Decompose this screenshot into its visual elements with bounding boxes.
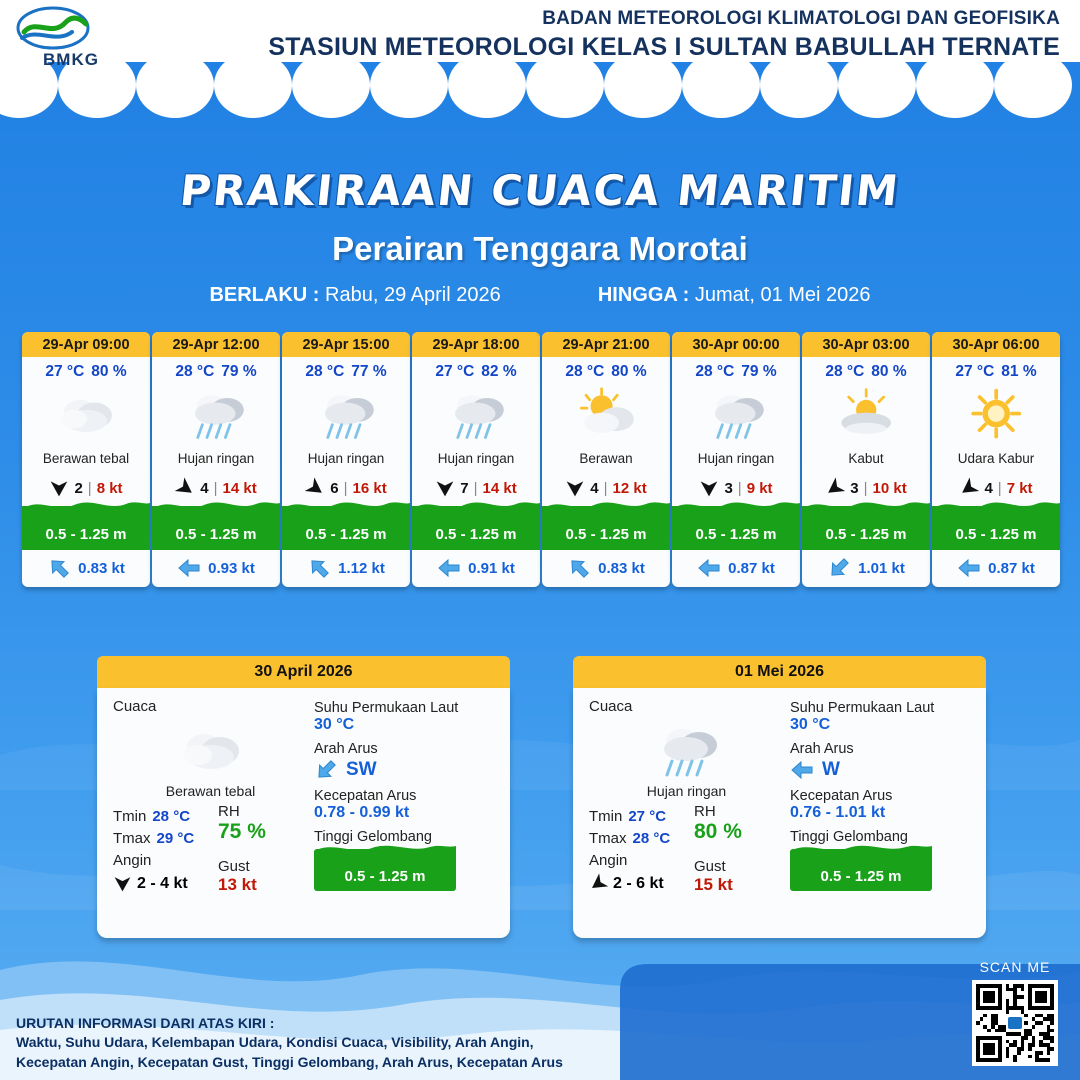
forecast-visibility: 7	[460, 479, 469, 497]
forecast-wave-height: 0.5 - 1.25 m	[955, 526, 1037, 543]
forecast-wind-speed: 9 kt	[746, 479, 773, 497]
forecast-time: 29-Apr 18:00	[412, 332, 540, 357]
arrow-down	[113, 874, 132, 893]
forecast-card	[932, 332, 1060, 587]
daily-tmax-label: Tmax	[589, 830, 627, 847]
daily-weather-icon	[589, 717, 784, 783]
forecast-card	[22, 332, 150, 587]
arrow-down-right	[310, 754, 343, 787]
forecast-card	[802, 332, 930, 587]
forecast-condition: Hujan ringan	[437, 451, 515, 466]
daily-rh-label: RH	[218, 803, 240, 820]
daily-gust-label: Gust	[694, 858, 726, 875]
arrow-down	[565, 478, 585, 498]
forecast-wind: 6 | 16 kt	[282, 472, 410, 506]
forecast-weather-icon	[22, 383, 150, 447]
daily-panel-1	[97, 656, 510, 938]
forecast-time: 30-Apr 00:00	[672, 332, 800, 357]
forecast-current	[932, 550, 1060, 587]
arrow-left	[437, 557, 461, 579]
fog-icon	[834, 386, 898, 443]
forecast-humidity: 80 %	[871, 363, 907, 380]
forecast-condition: Berawan tebal	[42, 451, 130, 466]
forecast-wave-height: 0.5 - 1.25 m	[175, 526, 257, 543]
forecast-wind-speed: 16 kt	[352, 479, 387, 497]
daily-current-speed-value: 0.78 - 0.99 kt	[314, 804, 410, 821]
forecast-visibility: 4	[590, 479, 599, 497]
forecast-visibility: 3	[724, 479, 733, 497]
forecast-wind: 4 | 12 kt	[542, 472, 670, 506]
forecast-wave	[22, 506, 150, 550]
daily-tmax-value: 28 °C	[632, 830, 671, 847]
daily-tmin-value: 27 °C	[628, 808, 667, 825]
validity-from-label: BERLAKU :	[209, 284, 320, 306]
forecast-temp: 27 °C	[955, 363, 995, 380]
forecast-temp: 28 °C	[825, 363, 865, 380]
forecast-card	[282, 332, 410, 587]
forecast-wind-speed: 7 kt	[1006, 479, 1033, 497]
arrow-up-right	[563, 552, 596, 585]
daily-tmin-value: 28 °C	[152, 808, 191, 825]
validity-to-label: HINGGA :	[597, 284, 690, 306]
daily-sst-value: 30 °C	[790, 716, 831, 733]
forecast-temp: 27 °C	[45, 363, 85, 380]
forecast-wind: 2 | 8 kt	[22, 472, 150, 506]
daily-tmax-label: Tmax	[113, 830, 151, 847]
forecast-current-speed: 0.87 kt	[728, 559, 775, 577]
forecast-wind-speed: 12 kt	[612, 479, 647, 497]
bmkg-logo-icon	[16, 6, 90, 52]
arrow-down	[699, 478, 719, 498]
forecast-temp: 28 °C	[565, 363, 605, 380]
daily-angin-label: Angin	[589, 852, 628, 869]
forecast-wave-height: 0.5 - 1.25 m	[45, 526, 127, 543]
rain-light-icon	[652, 719, 722, 781]
daily-current-speed-label: Kecepatan Arus	[790, 788, 893, 804]
forecast-wave-height: 0.5 - 1.25 m	[565, 526, 647, 543]
forecast-condition: Hujan ringan	[177, 451, 255, 466]
cloud-sun-icon	[574, 386, 638, 443]
forecast-humidity: 79 %	[741, 363, 777, 380]
daily-cuaca-label: Cuaca	[589, 698, 633, 715]
daily-rh-value: 80 %	[694, 820, 742, 843]
daily-angin-row	[589, 874, 694, 893]
forecast-current-speed: 1.01 kt	[858, 559, 905, 577]
forecast-card	[672, 332, 800, 587]
rain-light-icon	[314, 386, 378, 443]
arrow-down-right	[823, 552, 856, 585]
cloud-heavy-icon	[54, 386, 118, 443]
arrow-down	[435, 478, 455, 498]
arrow-up-right	[303, 552, 336, 585]
forecast-temp: 27 °C	[435, 363, 475, 380]
daily-wave-label: Tinggi Gelombang	[790, 829, 908, 845]
forecast-current-speed: 0.83 kt	[598, 559, 645, 577]
forecast-current-speed: 0.93 kt	[208, 559, 255, 577]
forecast-time: 29-Apr 21:00	[542, 332, 670, 357]
forecast-current	[412, 550, 540, 587]
forecast-current-speed: 0.83 kt	[78, 559, 125, 577]
forecast-time: 30-Apr 03:00	[802, 332, 930, 357]
forecast-humidity: 82 %	[481, 363, 517, 380]
daily-tmax-row	[589, 830, 694, 847]
forecast-current-speed: 0.91 kt	[468, 559, 515, 577]
daily-current-dir-value: W	[822, 759, 840, 780]
daily-condition: Hujan ringan	[646, 783, 727, 799]
daily-wave-box	[314, 849, 456, 891]
forecast-current-speed: 1.12 kt	[338, 559, 385, 577]
forecast-humidity: 81 %	[1001, 363, 1037, 380]
daily-gust-value: 15 kt	[694, 875, 733, 894]
forecast-current	[152, 550, 280, 587]
forecast-wind-speed: 10 kt	[872, 479, 907, 497]
forecast-current	[542, 550, 670, 587]
forecast-temp: 28 °C	[695, 363, 735, 380]
forecast-time: 30-Apr 06:00	[932, 332, 1060, 357]
forecast-wind: 3 | 9 kt	[672, 472, 800, 506]
forecast-temp-humidity	[932, 357, 1060, 383]
forecast-wave	[802, 506, 930, 550]
daily-tmin-row	[113, 808, 218, 825]
daily-angin-row	[113, 874, 218, 893]
forecast-weather-icon	[542, 383, 670, 447]
daily-current-dir-row	[314, 759, 494, 781]
forecast-humidity: 80 %	[91, 363, 127, 380]
forecast-weather-icon	[932, 383, 1060, 447]
forecast-wave-height: 0.5 - 1.25 m	[435, 526, 517, 543]
daily-current-dir-row	[790, 759, 970, 781]
forecast-temp-humidity	[412, 357, 540, 383]
forecast-wave	[412, 506, 540, 550]
cloud-heavy-icon	[176, 719, 246, 781]
daily-sst-label: Suhu Permukaan Laut	[314, 700, 459, 716]
daily-wave-value: 0.5 - 1.25 m	[344, 868, 426, 885]
forecast-time: 29-Apr 09:00	[22, 332, 150, 357]
validity-period	[0, 284, 1080, 307]
daily-current-speed-label: Kecepatan Arus	[314, 788, 417, 804]
forecast-temp: 28 °C	[305, 363, 345, 380]
forecast-weather-icon	[412, 383, 540, 447]
sun-haze-icon	[964, 386, 1028, 443]
forecast-current	[282, 550, 410, 587]
daily-tmin-label: Tmin	[113, 808, 147, 825]
daily-current-dir-label: Arah Arus	[314, 741, 378, 757]
arrow-left	[697, 557, 721, 579]
daily-weather-icon	[113, 717, 308, 783]
forecast-visibility: 4	[200, 479, 209, 497]
forecast-temp: 28 °C	[175, 363, 215, 380]
forecast-wind: 7 | 14 kt	[412, 472, 540, 506]
forecast-temp-humidity	[542, 357, 670, 383]
daily-tmax-value: 29 °C	[156, 830, 195, 847]
forecast-temp-humidity	[672, 357, 800, 383]
forecast-wind: 4 | 14 kt	[152, 472, 280, 506]
footer-legend	[16, 1014, 563, 1072]
forecast-condition: Hujan ringan	[697, 451, 775, 466]
forecast-wave-height: 0.5 - 1.25 m	[305, 526, 387, 543]
forecast-weather-icon	[282, 383, 410, 447]
validity-from-value: Rabu, 29 April 2026	[325, 284, 501, 306]
footer-legend-line2: Waktu, Suhu Udara, Kelembapan Udara, Kondisi Cuaca, Visibility, Arah Angin,	[16, 1034, 534, 1051]
forecast-wave-height: 0.5 - 1.25 m	[825, 526, 907, 543]
page-title: PRAKIRAAN CUACA MARITIM	[177, 166, 903, 215]
forecast-condition: Kabut	[848, 451, 884, 466]
forecast-current	[802, 550, 930, 587]
scan-me-label: SCAN ME	[979, 959, 1051, 975]
forecast-weather-icon	[802, 383, 930, 447]
daily-gust-label: Gust	[218, 858, 250, 875]
rain-light-icon	[184, 386, 248, 443]
forecast-card	[152, 332, 280, 587]
rain-light-icon	[704, 386, 768, 443]
forecast-humidity: 79 %	[221, 363, 257, 380]
daily-current-dir-value: SW	[346, 759, 377, 780]
daily-tmax-row	[113, 830, 218, 847]
forecast-wave-height: 0.5 - 1.25 m	[695, 526, 777, 543]
forecast-humidity: 80 %	[611, 363, 647, 380]
daily-angin-value: 2 - 6 kt	[613, 874, 664, 892]
station-name: STASIUN METEOROLOGI KELAS I SULTAN BABULLAH TERNATE	[268, 33, 1060, 61]
forecast-card-list	[22, 332, 1062, 587]
forecast-current	[672, 550, 800, 587]
daily-sst-value: 30 °C	[314, 716, 355, 733]
forecast-temp-humidity	[282, 357, 410, 383]
qr-code[interactable]	[972, 980, 1058, 1066]
forecast-condition: Udara Kabur	[957, 451, 1035, 466]
daily-tmin-label: Tmin	[589, 808, 623, 825]
forecast-humidity: 77 %	[351, 363, 387, 380]
forecast-card	[412, 332, 540, 587]
forecast-current-speed: 0.87 kt	[988, 559, 1035, 577]
daily-date: 30 April 2026	[97, 656, 510, 688]
bmkg-logo-text: BMKG	[43, 50, 99, 69]
daily-rh-label: RH	[694, 803, 716, 820]
daily-wave-value: 0.5 - 1.25 m	[820, 868, 902, 885]
daily-current-dir-label: Arah Arus	[790, 741, 854, 757]
daily-gust-value: 13 kt	[218, 875, 257, 894]
forecast-time: 29-Apr 12:00	[152, 332, 280, 357]
daily-date: 01 Mei 2026	[573, 656, 986, 688]
footer-legend-line3: Kecepatan Angin, Kecepatan Gust, Tinggi Gelombang, Arah Arus, Kecepatan Arus	[16, 1053, 563, 1070]
forecast-card	[542, 332, 670, 587]
forecast-wave	[672, 506, 800, 550]
daily-current-speed-value: 0.76 - 1.01 kt	[790, 804, 886, 821]
forecast-visibility: 2	[74, 479, 83, 497]
forecast-wind: 3 | 10 kt	[802, 472, 930, 506]
forecast-wave	[152, 506, 280, 550]
arrow-left	[177, 557, 201, 579]
rain-light-icon	[444, 386, 508, 443]
daily-angin-value: 2 - 4 kt	[137, 874, 188, 892]
arrow-up-right	[43, 552, 76, 585]
forecast-temp-humidity	[152, 357, 280, 383]
qr-section	[972, 959, 1058, 1066]
forecast-temp-humidity	[22, 357, 150, 383]
daily-tmin-row	[589, 808, 694, 825]
forecast-visibility: 4	[984, 479, 993, 497]
header-titles	[268, 8, 1060, 62]
footer-legend-line1: URUTAN INFORMASI DARI ATAS KIRI :	[16, 1015, 275, 1032]
daily-body	[573, 688, 986, 938]
daily-condition: Berawan tebal	[165, 783, 256, 799]
daily-wave-label: Tinggi Gelombang	[314, 829, 432, 845]
forecast-weather-icon	[672, 383, 800, 447]
forecast-visibility: 6	[330, 479, 339, 497]
daily-angin-label: Angin	[113, 852, 152, 869]
arrow-down	[49, 478, 69, 498]
forecast-wind-speed: 8 kt	[96, 479, 123, 497]
forecast-time: 29-Apr 15:00	[282, 332, 410, 357]
forecast-wind: 4 | 7 kt	[932, 472, 1060, 506]
daily-cuaca-label: Cuaca	[113, 698, 157, 715]
arrow-left-up	[585, 870, 611, 896]
arrow-left	[790, 759, 814, 781]
daily-body	[97, 688, 510, 938]
page-subtitle: Perairan Tenggara Morotai	[332, 230, 748, 267]
daily-sst-label: Suhu Permukaan Laut	[790, 700, 935, 716]
forecast-temp-humidity	[802, 357, 930, 383]
bmkg-logo	[16, 6, 126, 70]
forecast-visibility: 3	[850, 479, 859, 497]
forecast-condition: Hujan ringan	[307, 451, 385, 466]
validity-to-value: Jumat, 01 Mei 2026	[694, 284, 871, 306]
daily-rh-value: 75 %	[218, 820, 266, 843]
forecast-wave	[282, 506, 410, 550]
forecast-wave	[932, 506, 1060, 550]
forecast-wind-speed: 14 kt	[222, 479, 257, 497]
forecast-weather-icon	[152, 383, 280, 447]
forecast-current	[22, 550, 150, 587]
daily-panel-2	[573, 656, 986, 938]
forecast-wind-speed: 14 kt	[482, 479, 517, 497]
daily-wave-box	[790, 849, 932, 891]
agency-name: BADAN METEOROLOGI KLIMATOLOGI DAN GEOFISIKA	[542, 8, 1060, 29]
arrow-left	[957, 557, 981, 579]
forecast-condition: Berawan	[579, 451, 633, 466]
forecast-wave	[542, 506, 670, 550]
